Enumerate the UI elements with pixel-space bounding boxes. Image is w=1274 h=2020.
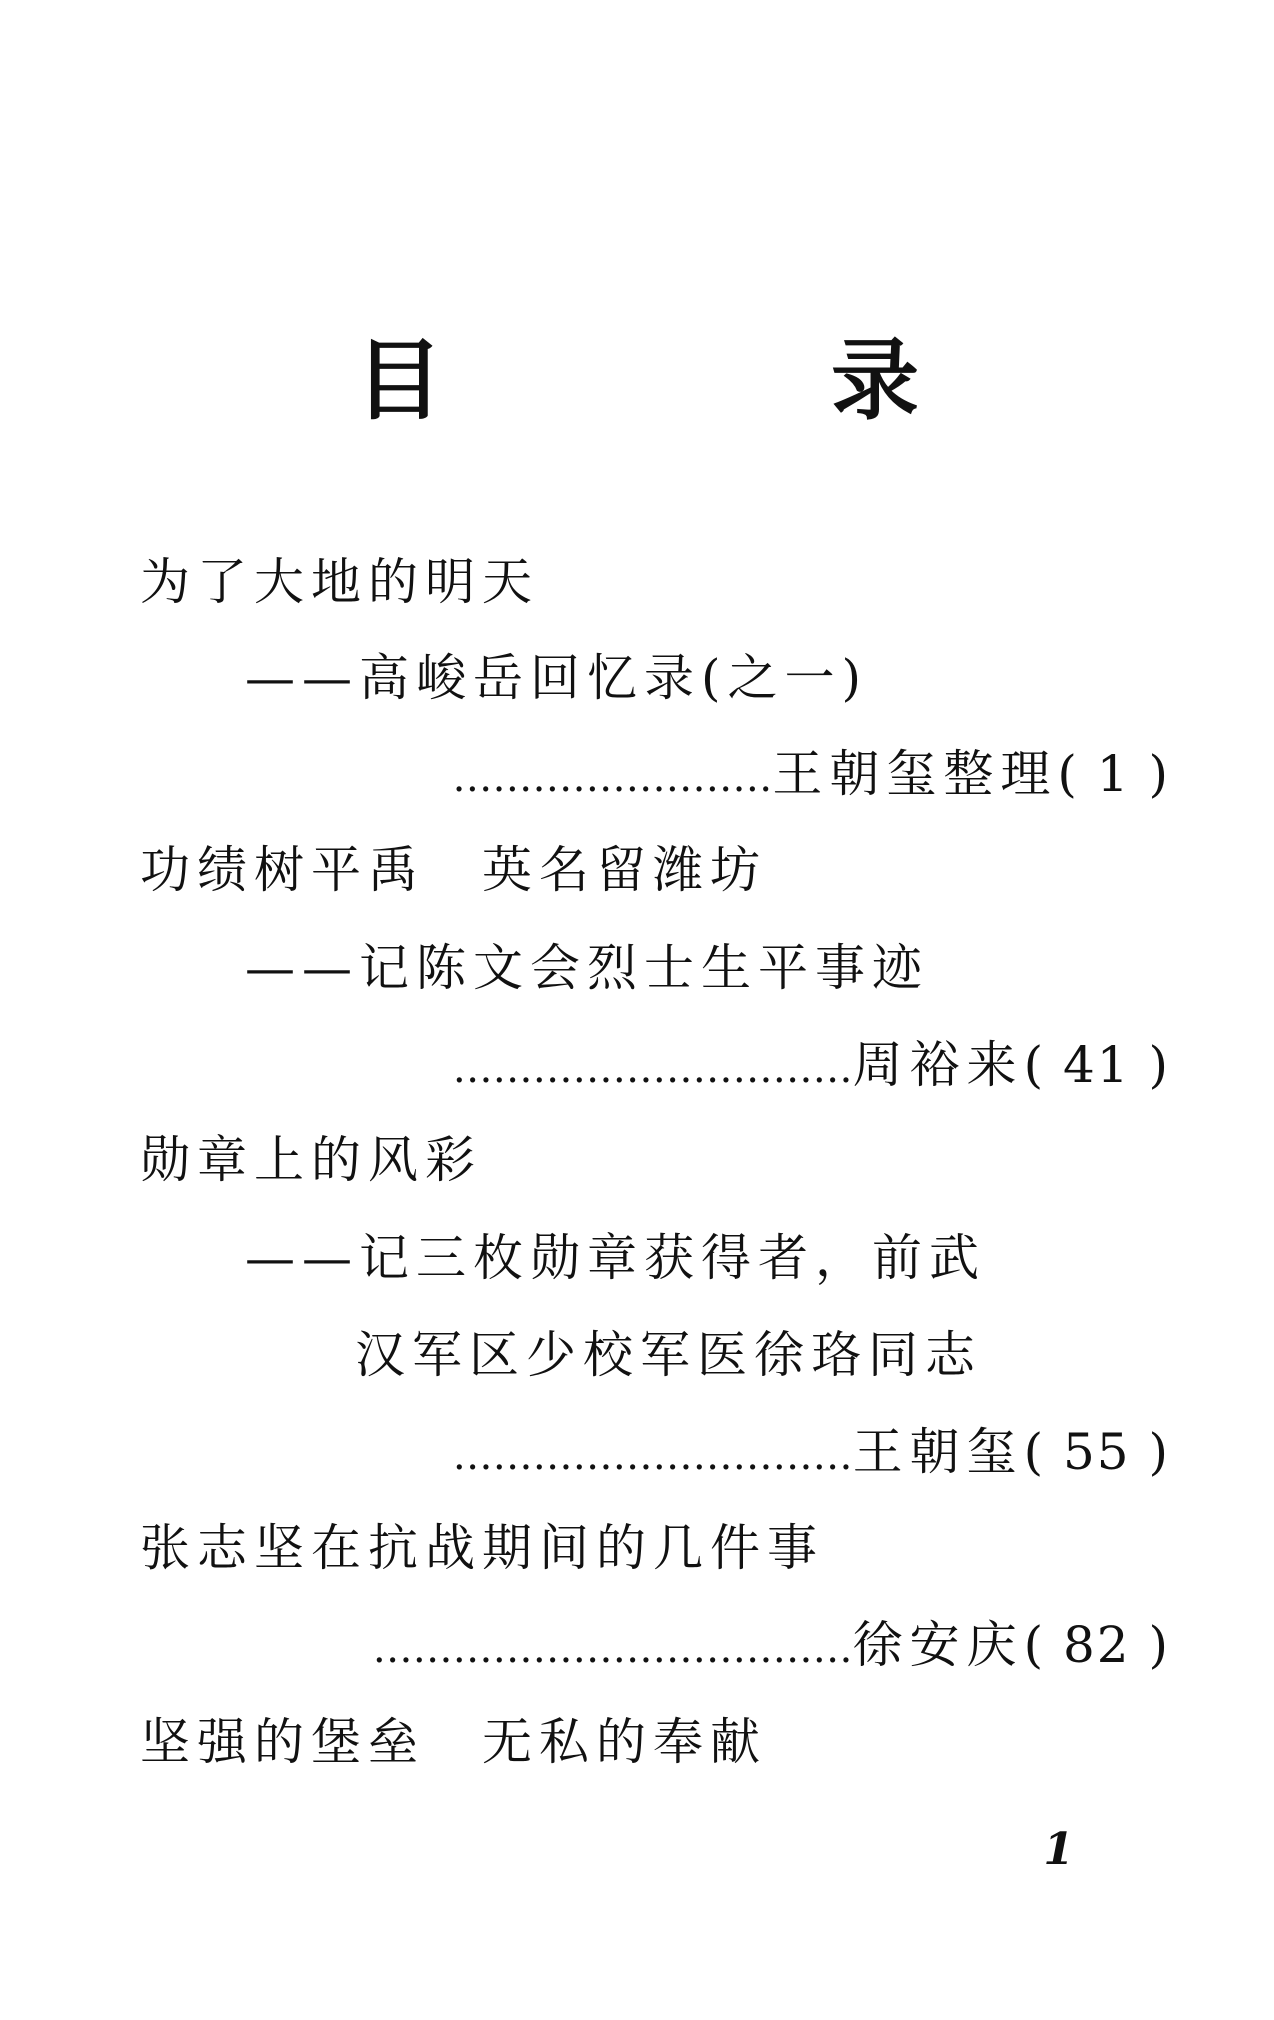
toc-entry-title: 功绩树平禹 英名留潍坊 xyxy=(140,841,767,899)
toc-entry-page: ( 82 ) xyxy=(1023,1616,1170,1674)
toc-entry-leader-line xyxy=(452,744,1170,808)
toc-entry-title: 为了大地的明天 xyxy=(140,553,539,611)
toc-entry-title: 张志坚在抗战期间的几件事 xyxy=(140,1519,824,1577)
toc-entry-leader-line xyxy=(373,1615,1170,1679)
toc-entry-subtitle: ——记三枚勋章获得者，前武 xyxy=(245,1229,986,1287)
toc-entry-author: 周裕来 xyxy=(852,1036,1024,1094)
toc-leader-dots: ……………………………… xyxy=(372,1626,853,1672)
toc-entry-page: ( 55 ) xyxy=(1023,1423,1170,1481)
toc-entry-subtitle-continued: 汉军区少校军医徐珞同志 xyxy=(355,1326,982,1384)
toc-entry-author: 徐安庆 xyxy=(852,1616,1024,1674)
toc-entry-title: 坚强的堡垒 无私的奉献 xyxy=(140,1713,767,1771)
toc-entry-subtitle: ——高峻岳回忆录(之一) xyxy=(245,649,869,707)
toc-entry-title: 勋章上的风彩 xyxy=(140,1131,482,1189)
toc-leader-dots: ………………………… xyxy=(452,1433,853,1479)
toc-entry-page: ( 1 ) xyxy=(1057,745,1170,803)
toc-heading: 目 录 xyxy=(354,328,1069,432)
toc-entry-leader-line xyxy=(453,1422,1170,1486)
toc-entry-leader-line xyxy=(453,1035,1170,1099)
toc-entry-author: 王朝玺 xyxy=(852,1423,1024,1481)
toc-entry-subtitle: ——记陈文会烈士生平事迹 xyxy=(245,939,929,997)
toc-entry-page: ( 41 ) xyxy=(1023,1036,1170,1094)
toc-leader-dots: ………………………… xyxy=(452,1046,853,1092)
toc-entry-author: 王朝玺整理 xyxy=(772,745,1058,803)
page-number: 1 xyxy=(1043,1824,1074,1875)
toc-leader-dots: …………………… xyxy=(452,755,773,801)
